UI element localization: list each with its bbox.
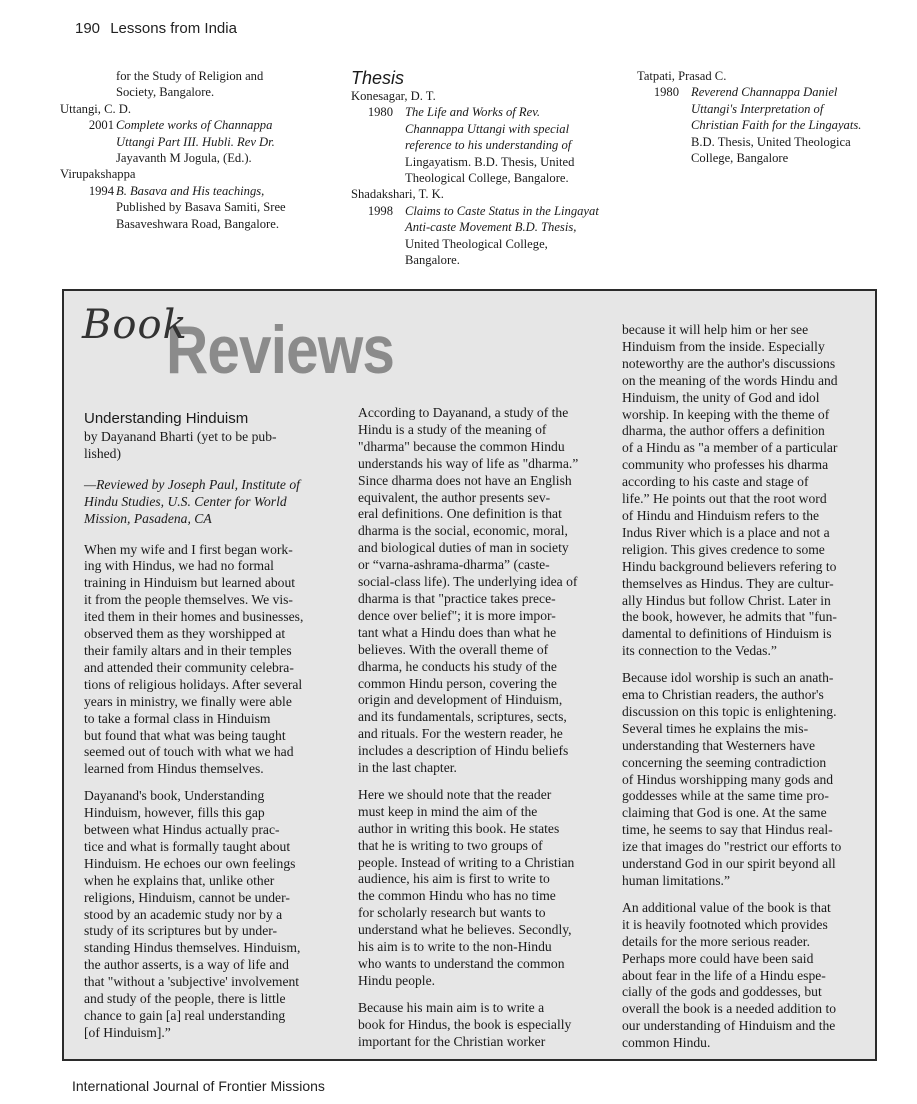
- paragraph-line: stood by an academic study nor by a: [84, 906, 283, 922]
- bib-title: Claims to Caste Status in the Lingayat: [405, 203, 599, 218]
- bib-line: College, Bangalore: [691, 151, 789, 166]
- bib-title: Anti-caste Movement B.D. Thesis,: [405, 220, 577, 235]
- paragraph-line: understanding that Westerners have: [622, 737, 816, 753]
- paragraph-line: in the last chapter.: [358, 760, 457, 776]
- paragraph-line: Hinduism, however, fills this gap: [84, 805, 265, 821]
- page-number: 190: [75, 20, 101, 37]
- bib-entry: [351, 104, 599, 186]
- paragraph-line: goddesses while at the same time pro-: [622, 788, 829, 804]
- paragraph-line: Hindu background believers refering to: [622, 558, 837, 574]
- paragraph-line: and study of the people, there is little: [84, 991, 286, 1007]
- paragraph-line: worship. In keeping with the theme of: [622, 406, 830, 422]
- book-title: Understanding Hinduism: [84, 410, 249, 427]
- paragraph-line: understands his way of life as "dharma.”: [358, 455, 579, 471]
- bib-line: Theological College, Bangalore.: [405, 171, 569, 186]
- paragraph-line: Hinduism, the unity of God and idol: [622, 389, 820, 405]
- paragraph-line: details for the more serious reader.: [622, 933, 810, 949]
- bib-year: 1998: [367, 203, 393, 218]
- paragraph-line: common Hindu.: [622, 1035, 711, 1051]
- paragraph-line: it is heavily footnoted which provides: [622, 916, 828, 932]
- bib-title: Complete works of Channappa: [116, 118, 273, 133]
- paragraph-line: of Hindu and Hinduism refers to the: [622, 507, 820, 523]
- book-byline: by Dayanand Bharti (yet to be pub- lished): [84, 429, 277, 461]
- bib-author: Uttangi, C. D.: [60, 101, 132, 116]
- paragraph-line: Hinduism. He echoes our own feelings: [84, 855, 296, 871]
- paragraph-line: and its fundamentals, scriptures, sects,: [358, 709, 567, 725]
- running-title: Lessons from India: [110, 20, 237, 37]
- paragraph-line: Several times he explains the mis-: [622, 720, 809, 736]
- bib-title: B. Basava and His teachings,: [116, 183, 265, 198]
- logo-reviews-text: Reviews: [166, 312, 395, 388]
- paragraph-line: or “varna-ashrama-dharma” (caste-: [358, 557, 550, 573]
- paragraph-line: ited them in their homes and businesses,: [84, 609, 304, 625]
- paragraph-line: dharma, the author offers a definition: [622, 423, 825, 439]
- bib-line: Published by Basava Samiti, Sree: [116, 200, 286, 215]
- paragraph-line: Hinduism from the inside. Especially: [622, 338, 825, 354]
- bib-line: United Theological College,: [405, 236, 548, 251]
- paragraph-line: our understanding of Hinduism and the: [622, 1018, 836, 1034]
- bib-title: Uttangi's Interpretation of: [691, 101, 824, 116]
- bib-entry: [637, 84, 861, 166]
- paragraph-line: ing with Hindus, we had no formal: [84, 558, 274, 574]
- paragraph-line: standing Hindus themselves. Hinduism,: [84, 940, 301, 956]
- paragraph-line: their family altars and in their temples: [84, 642, 292, 658]
- paragraph-line: people. Instead of writing to a Christian: [358, 854, 575, 870]
- paragraph-line: training in Hinduism but learned about: [84, 575, 296, 591]
- paragraph-line: that "without a 'subjective' involvement: [84, 974, 300, 990]
- paragraph-line: ema to Christian readers, the author's: [622, 687, 824, 703]
- paragraph-line: Here we should note that the reader: [358, 786, 552, 802]
- paragraph-line: must keep in mind the aim of the: [358, 803, 538, 819]
- paragraph-line: of a Hindu as "a member of a particular: [622, 440, 838, 456]
- paragraph-line: years in ministry, we finally were able: [84, 693, 292, 709]
- paragraph-line: dharma, he conducts his study of the: [358, 658, 557, 674]
- review-paragraph: [358, 1000, 603, 1051]
- paragraph-line: Since dharma does not have an English: [358, 472, 572, 488]
- bib-line: Lingayatism. B.D. Thesis, United: [405, 154, 575, 169]
- paragraph-line: [of Hinduism].”: [84, 1024, 171, 1040]
- paragraph-line: life.” He points out that the root word: [622, 491, 827, 507]
- paragraph-line: Perhaps more could have been said: [622, 950, 814, 966]
- paragraph-line: Because idol worship is such an anath-: [622, 670, 834, 686]
- paragraph-line: about fear in the life of a Hindu espe-: [622, 967, 826, 983]
- bib-title: Christian Faith for the Lingayats.: [691, 118, 862, 133]
- bib-year: 2001: [88, 118, 114, 133]
- paragraph-line: Indus River which is a place and not a: [622, 524, 830, 540]
- paragraph-line: his aim is to write to the non-Hindu: [358, 939, 552, 955]
- reviewer-credit: —Reviewed by Joseph Paul, Institute of Hindu Studies, U.S. Center for World Mission, Pasadena, CA: [84, 476, 300, 526]
- paragraph-line: damental to definitions of Hinduism is: [622, 626, 832, 642]
- paragraph-line: origin and development of Hinduism,: [358, 692, 563, 708]
- paragraph-line: of Hindus worshipping many gods and: [622, 771, 834, 787]
- paragraph-line: overall the book is a needed addition to: [622, 1001, 837, 1017]
- paragraph-line: important for the Christian worker: [358, 1033, 546, 1049]
- paragraph-line: to take a formal class in Hinduism: [84, 710, 271, 726]
- paragraph-line: noteworthy are the author's discussions: [622, 355, 836, 371]
- bibliography-column-2: [351, 68, 599, 268]
- bib-author: Virupakshappa: [60, 167, 136, 182]
- paragraph-line: equivalent, the author presents sev-: [358, 489, 551, 505]
- paragraph-line: Because his main aim is to write a: [358, 999, 545, 1015]
- bib-line: Jayavanth M Jogula, (Ed.).: [116, 151, 252, 166]
- paragraph-line: and biological duties of man in society: [358, 540, 569, 556]
- paragraph-line: dharma is that "practice takes prece-: [358, 590, 556, 606]
- review-paragraph: [84, 788, 334, 1042]
- paragraph-line: understand what he believes. Secondly,: [358, 922, 572, 938]
- bib-entry: [351, 203, 599, 269]
- paragraph-line: discussion on this topic is enlightening.: [622, 703, 837, 719]
- paragraph-line: According to Dayanand, a study of the: [358, 405, 569, 420]
- paragraph-line: tice and what is formally taught about: [84, 838, 291, 854]
- paragraph-line: religions, Hinduism, cannot be under-: [84, 889, 290, 905]
- bib-year: 1980: [653, 85, 679, 100]
- paragraph-line: audience, his aim is first to write to: [358, 871, 550, 887]
- paragraph-line: chance to gain [a] real understanding: [84, 1008, 286, 1023]
- paragraph-line: When my wife and I first began work-: [84, 541, 293, 557]
- paragraph-line: themselves as Hindus. They are cultur-: [622, 575, 834, 591]
- paragraph-line: Dayanand's book, Understanding: [84, 788, 265, 804]
- paragraph-line: observed them as they worshipped at: [84, 626, 286, 642]
- paragraph-line: social-class life). The underlying idea of: [358, 574, 578, 590]
- paragraph-line: because it will help him or her see: [622, 322, 809, 337]
- bib-author: Shadakshari, T. K.: [351, 187, 444, 202]
- paragraph-line: believes. With the overall theme of: [358, 641, 549, 657]
- paragraph-line: who wants to understand the common: [358, 956, 565, 971]
- paragraph-line: eral definitions. One definition is that: [358, 506, 562, 522]
- paragraph-line: between what Hindus actually prac-: [84, 822, 280, 838]
- paragraph-line: human limitations.”: [622, 873, 730, 888]
- logo-book-script: Book: [82, 302, 188, 348]
- paragraph-line: according to his caste and stage of: [622, 474, 809, 490]
- paragraph-line: Hindu is a study of the meaning of: [358, 421, 547, 437]
- paragraph-line: the common Hindu who has no time: [358, 888, 556, 904]
- paragraph-line: cially of the gods and goddesses, but: [622, 984, 822, 1000]
- bib-line: Bangalore.: [405, 253, 460, 268]
- bib-year: 1980: [367, 105, 393, 120]
- paragraph-line: on the meaning of the words Hindu and: [622, 372, 838, 388]
- paragraph-line: time, he seems to say that Hindus real-: [622, 822, 833, 838]
- bib-continuation-line: for the Study of Religion and: [116, 69, 264, 83]
- bib-entry: [60, 117, 286, 166]
- paragraph-line: concerning the seeming contradiction: [622, 754, 827, 770]
- paragraph-line: dharma is the social, economic, moral,: [358, 523, 568, 539]
- paragraph-line: learned from Hindus themselves.: [84, 761, 264, 777]
- paragraph-line: tant what a Hindu does than what he: [358, 624, 557, 640]
- paragraph-line: An additional value of the book is that: [622, 899, 831, 915]
- paragraph-line: it from the people themselves. We vis-: [84, 592, 293, 608]
- paragraph-line: religion. This gives credence to some: [622, 541, 825, 557]
- review-column-1: [84, 410, 334, 1052]
- paragraph-line: the author asserts, is a way of life and: [84, 957, 289, 973]
- journal-footer: International Journal of Frontier Missions: [72, 1078, 325, 1094]
- review-paragraph: [358, 787, 603, 990]
- paragraph-line: community who professes his dharma: [622, 457, 829, 473]
- bib-title: reference to his understanding of: [405, 138, 572, 153]
- paragraph-line: that he is writing to two groups of: [358, 837, 543, 853]
- paragraph-line: study of its scriptures but by under-: [84, 923, 278, 939]
- review-paragraph: [622, 322, 872, 660]
- review-paragraph: [358, 405, 603, 777]
- bib-line: B.D. Thesis, United Theologica: [691, 134, 851, 149]
- bibliography-column-3: [637, 68, 861, 166]
- paragraph-line: "dharma" because the common Hindu: [358, 438, 565, 454]
- book-reviews-logo: [82, 300, 422, 390]
- paragraph-line: and attended their community celebra-: [84, 659, 294, 675]
- bib-line: Basaveshwara Road, Bangalore.: [116, 216, 279, 231]
- bib-entry: [60, 183, 286, 232]
- paragraph-line: tions of religious holidays. After several: [84, 676, 303, 692]
- paragraph-line: for scholarly research but wants to: [358, 905, 546, 921]
- paragraph-line: includes a description of Hindu beliefs: [358, 743, 569, 759]
- bib-title: Reverend Channappa Daniel: [691, 85, 838, 100]
- paragraph-line: author in writing this book. He states: [358, 820, 560, 836]
- review-column-2: [358, 405, 603, 1061]
- paragraph-line: book for Hindus, the book is especially: [358, 1016, 572, 1032]
- paragraph-line: claiming that God is one. At the same: [622, 805, 827, 821]
- paragraph-line: when he explains that, unlike other: [84, 872, 275, 888]
- paragraph-line: ally Hindus but follow Christ. Later in: [622, 592, 831, 608]
- running-header: [75, 20, 237, 37]
- paragraph-line: but found that what was being taught: [84, 727, 286, 743]
- review-paragraph: [622, 900, 872, 1052]
- paragraph-line: seemed out of touch with what we had: [84, 744, 294, 760]
- review-column-3: [622, 322, 872, 1062]
- paragraph-line: understand God in our spirit beyond all: [622, 856, 836, 872]
- bib-author: Tatpati, Prasad C.: [637, 69, 727, 83]
- paragraph-line: dence over belief"; it is more impor-: [358, 607, 556, 623]
- bib-title: Channappa Uttangi with special: [405, 121, 570, 136]
- paragraph-line: and rituals. For the western reader, he: [358, 726, 563, 742]
- bib-author: Konesagar, D. T.: [351, 89, 436, 103]
- bib-title: The Life and Works of Rev.: [405, 105, 541, 120]
- paragraph-line: the book, however, he admits that "fun-: [622, 609, 837, 625]
- review-paragraph: [622, 670, 872, 890]
- paragraph-line: ize that images do "restrict our efforts to: [622, 839, 842, 855]
- paragraph-line: common Hindu person, covering the: [358, 675, 557, 691]
- paragraph-line: Hindu people.: [358, 972, 436, 988]
- bib-line: Uttangi Part III. Hubli. Rev Dr.: [116, 134, 275, 149]
- bibliography-column-1: [60, 68, 286, 232]
- thesis-heading: Thesis: [351, 68, 405, 88]
- paragraph-line: its connection to the Vedas.”: [622, 643, 777, 659]
- bib-continuation-line: Society, Bangalore.: [116, 85, 215, 100]
- bib-year: 1994: [88, 183, 114, 198]
- review-paragraph: [84, 542, 334, 779]
